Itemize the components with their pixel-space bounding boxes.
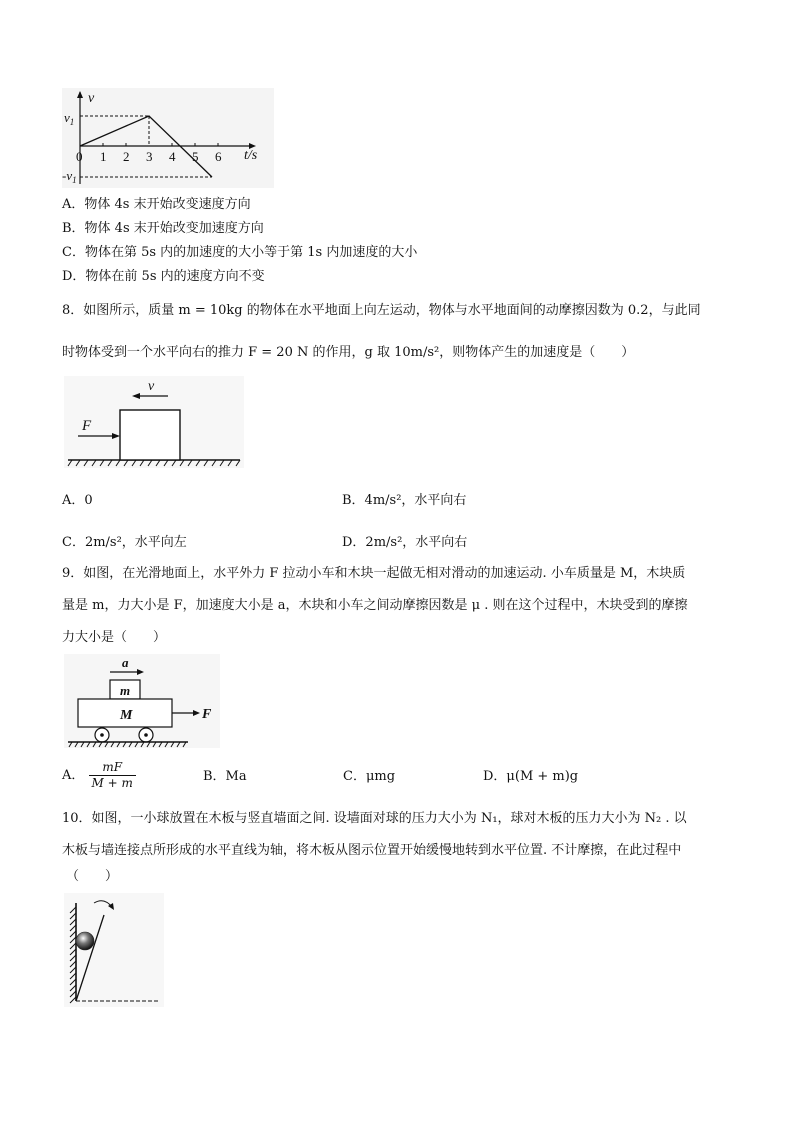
cart-label: M: [120, 708, 133, 723]
q9-option-a-numerator: mF: [89, 760, 136, 776]
t-axis-label: t/s: [244, 148, 258, 163]
q8-figure: [64, 376, 244, 468]
q9-option-b: B．Ma: [203, 769, 247, 784]
block: [120, 410, 180, 460]
q10-figure: [64, 893, 164, 1007]
q7-option-b: B．物体 4s 末开始改变加速度方向: [62, 221, 264, 236]
q9-stem-line1: 9．如图，在光滑地面上，水平外力 F 拉动小车和木块一起做无相对滑动的加速运动. 小车质量是 M，木块质: [62, 566, 686, 581]
small-block-label: m: [120, 683, 131, 698]
force-label: F: [82, 418, 92, 434]
tick-label-4: 4: [169, 149, 176, 164]
velocity-label: v: [148, 379, 155, 394]
q9-option-a-prefix: A．: [62, 768, 85, 783]
q9-option-a: [62, 760, 136, 791]
q10-stem-line1: 10．如图，一小球放置在木板与竖直墙面之间. 设墙面对球的压力大小为 N₁，球对木板的压力大小为 N₂ . 以: [62, 811, 687, 826]
q10-stem-line3: （ ）: [66, 869, 119, 884]
q7-option-d: D．物体在前 5s 内的速度方向不变: [62, 269, 265, 284]
q8-stem-line2: 时物体受到一个水平向右的推力 F = 20 N 的作用，g 取 10m/s²，则物体产生的加速度是（ ）: [62, 345, 635, 360]
tick-label-5: 5: [192, 149, 199, 164]
v1-label: $v_1$: [64, 110, 75, 127]
tick-label-0: 0: [76, 149, 83, 164]
q10-stem-line2: 木板与墙连接点所形成的水平直线为轴，将木板从图示位置开始缓慢地转到水平位置. 不计摩擦，在此过程中: [62, 843, 682, 858]
v-axis-label: v: [88, 91, 95, 106]
q8-option-b: B．4m/s²，水平向右: [342, 493, 467, 508]
q7-option-a: A．物体 4s 末开始改变速度方向: [62, 197, 251, 212]
q7-option-c: C．物体在第 5s 内的加速度的大小等于第 1s 内加速度的大小: [62, 245, 418, 260]
q9-option-d: D．μ(M + m)g: [483, 769, 579, 784]
q9-stem-line3: 力大小是（ ）: [62, 630, 167, 645]
ball: [76, 932, 94, 950]
vt-graph: [62, 88, 274, 188]
tick-label-6: 6: [215, 149, 222, 164]
q8-option-a: A．0: [62, 493, 93, 508]
q9-stem-line2: 量是 m，力大小是 F，加速度大小是 a，木块和小车之间动摩擦因数是 μ . 则在这个过程中，木块受到的摩擦: [62, 598, 688, 613]
q9-option-a-denominator: M + m: [91, 776, 133, 790]
q9-figure: [64, 654, 220, 748]
tick-label-2: 2: [123, 149, 130, 164]
acceleration-label: a: [122, 655, 129, 670]
q9-option-c: C．μmg: [343, 769, 396, 784]
q8-option-c: C．2m/s²，水平向左: [62, 535, 187, 550]
tick-label-1: 1: [100, 149, 107, 164]
tick-label-3: 3: [146, 149, 153, 164]
neg-v1-label: $-v_1$: [62, 168, 77, 185]
q8-stem-line1: 8．如图所示，质量 m = 10kg 的物体在水平地面上向左运动，物体与水平地面间的动摩擦因数为 0.2，与此同: [62, 303, 701, 318]
q9-option-a-fraction: [89, 760, 136, 791]
pull-force-label: F: [202, 707, 212, 722]
q8-option-d: D．2m/s²，水平向右: [342, 535, 468, 550]
